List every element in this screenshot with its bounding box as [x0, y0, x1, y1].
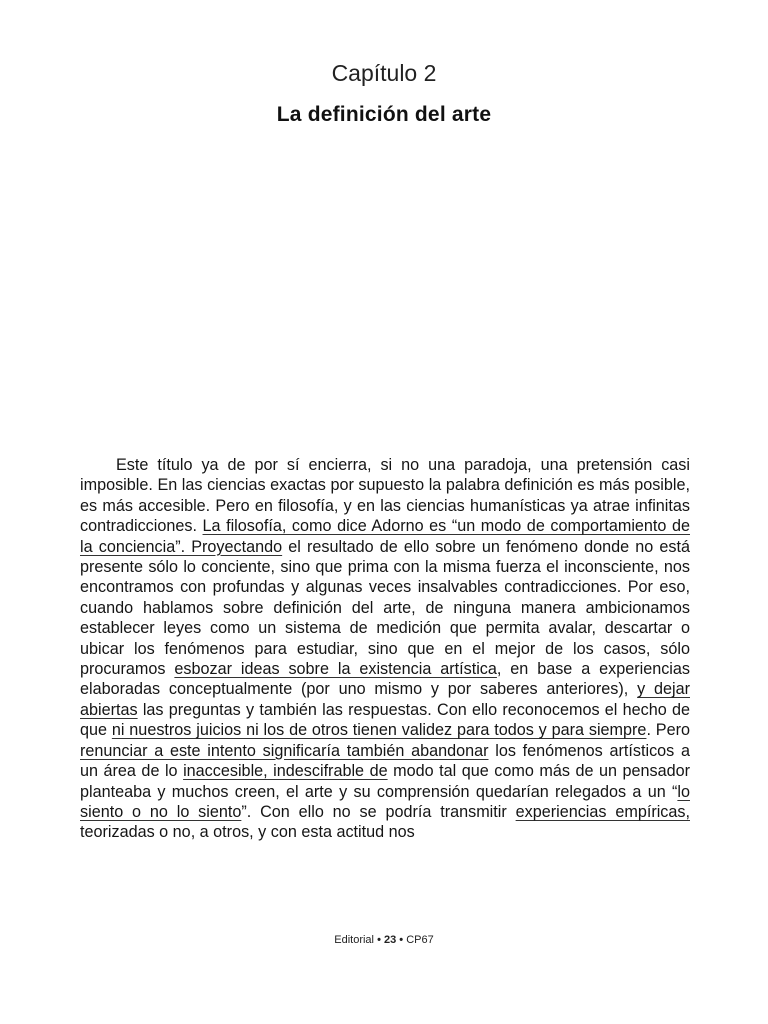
text-span: ”. Con ello no se podría transmitir — [241, 802, 516, 821]
text-span: Este título ya de por sí encierra, si no una paradoja, una pretensión casi imposible. En las ciencias exactas por supuesto la palabra definición es más posible, es más accesible. Pero en filosofía, y en las ciencias humanísticas ya atrae infinitas contradicciones. — [80, 456, 690, 536]
page-footer — [0, 934, 768, 946]
text-span: modo tal que como más de un pensador planteaba y muchos creen, el arte y su comprensión quedarían relegados a un “ — [80, 762, 690, 801]
underlined-text: La filosofía, como dice Adorno es “un modo de comportamiento de la conciencia”. Proyectando — [80, 517, 690, 556]
body-paragraph — [80, 455, 690, 843]
text-span: . Pero — [646, 721, 690, 740]
footer-code: CP67 — [406, 934, 434, 946]
underlined-text: y dejar abiertas — [80, 680, 690, 719]
chapter-title: La definición del arte — [276, 103, 492, 126]
footer-publisher: Editorial — [334, 934, 374, 946]
text-span: los fenómenos artísticos a un área de lo — [80, 741, 691, 781]
footer-separator: • — [377, 934, 381, 946]
text-span: , en base a experiencias elaboradas conceptualmente (por uno mismo y por saberes anteriores), — [80, 660, 690, 699]
page-number: 23 — [383, 934, 397, 946]
underlined-text: experiencias empíricas, — [515, 802, 690, 821]
underlined-text: ni nuestros juicios ni los de otros tienen validez para todos y para siempre — [111, 721, 647, 740]
underlined-text: renunciar a este intento significaría también abandonar — [80, 741, 489, 760]
footer-separator: • — [399, 934, 404, 946]
underlined-text: esbozar ideas sobre la existencia artística — [174, 660, 497, 679]
underlined-text: inaccesible, indescifrable de — [183, 762, 388, 781]
text-span: el resultado de ello sobre un fenómeno donde no está presente sólo lo conciente, sino que prima con la misma fuerza el inconsciente, nos encontramos con profundas y algunas veces insalvables contradicciones. Por eso, cuando hablamos sobre definición del arte, de ninguna manera ambicionamos establecer leyes como un sistema de medición que permita avalar, descartar o ubicar los fenómenos para estudiar, sino que en el mejor de los casos, sólo procuramos — [80, 537, 691, 679]
chapter-label: Capítulo 2 — [331, 60, 437, 86]
text-span: teorizadas o no, a otros, y con esta actitud nos — [80, 823, 415, 842]
text-span: las preguntas y también las respuestas. Con ello reconocemos el hecho de que — [80, 700, 690, 740]
underlined-text: lo siento o no lo siento — [80, 782, 690, 821]
